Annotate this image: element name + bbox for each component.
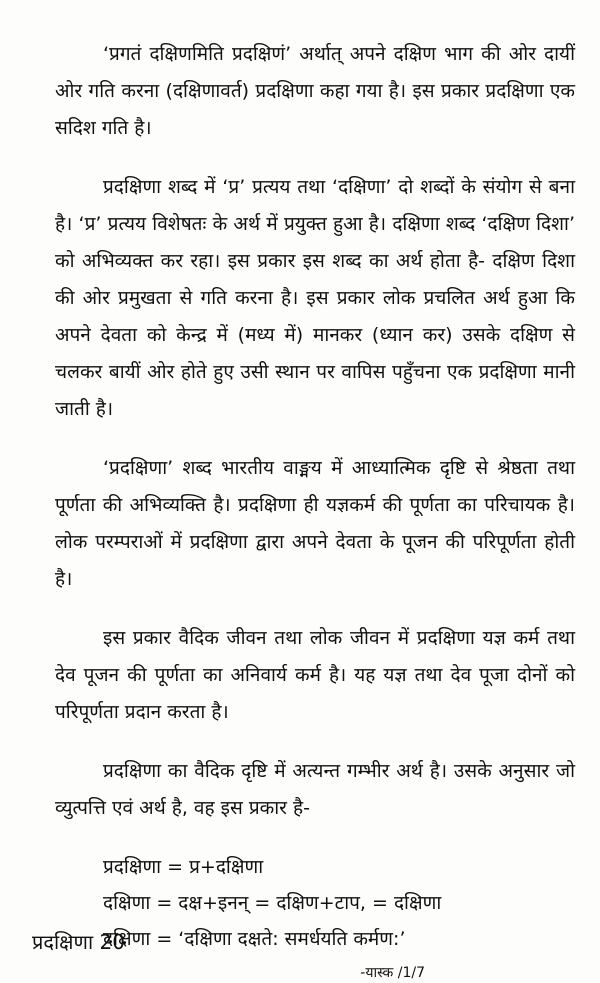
paragraph-5: प्रदक्षिणा का वैदिक दृष्टि में अत्यन्त गम्भीर अर्थ है। उसके अनुसार जो व्युत्पत्ति एवं अर्थ है, वह इस प्रकार है- — [55, 760, 575, 819]
etymology-formulas — [55, 849, 575, 957]
paragraph-1: ‘प्रगतं दक्षिणमिति प्रदक्षिणं’ अर्थात् अपने दक्षिण भाग की ओर दायीं ओर गति करना (दक्षिणावर्त) प्रदक्षिणा कहा गया है। इस प्रकार प्रदक्षिणा एक सदिश गति है। — [55, 43, 575, 139]
formula-line: दक्षिणा = दक्ष+इनन् = दक्षिण+टाप, = दक्षिणा — [103, 892, 442, 914]
page-body — [55, 36, 575, 982]
paragraph-2: प्रदक्षिणा शब्द में ‘प्र’ प्रत्यय तथा ‘दक्षिणा’ दो शब्दों के संयोग से बना है। ‘प्र’ प्रत्यय विशेषतः के अर्थ में प्रयुक्त हुआ है। दक्षिणा शब्द ‘दक्षिण दिशा’ को अभिव्यक्त कर रहा। इस प्रकार इस शब्द का अर्थ होता है- दक्षिण दिशा की ओर प्रमुखता से गति करना है। इस प्रकार लोक प्रचलित अर्थ हुआ कि अपने देवता को केन्द्र में (मध्य में) मानकर (ध्यान कर) उसके दक्षिण से चलकर बायीं ओर होते हुए उसी स्थान पर वापिस पहुँचना एक प्रदक्षिणा मानी जाती है। — [55, 176, 575, 420]
page-footer: प्रदक्षिणा 20 — [32, 930, 125, 954]
formula-line: दक्षिणा = ‘दक्षिणा दक्षते: समर्धयति कर्मण:’ — [103, 928, 406, 950]
paragraph-4: इस प्रकार वैदिक जीवन तथा लोक जीवन में प्रदक्षिणा यज्ञ कर्म तथा देव पूजन की पूर्णता का अनिवार्य कर्म है। यह यज्ञ तथा देव पूजा दोनों को परिपूर्णता प्रदान करता है। — [55, 627, 575, 723]
formula-line: प्रदक्षिणा = प्र+दक्षिणा — [103, 856, 264, 878]
citation: -यास्क /1/7 — [360, 965, 425, 981]
paragraph-3: ‘प्रदक्षिणा’ शब्द भारतीय वाङ्मय में आध्यात्मिक दृष्टि से श्रेष्ठता तथा पूर्णता की अभिव्यक्ति है। प्रदक्षिणा ही यज्ञकर्म की पूर्णता का परिचायक है। लोक परम्पराओं में प्रदक्षिणा द्वारा अपने देवता के पूजन की परिपूर्णता होती है। — [55, 457, 575, 590]
